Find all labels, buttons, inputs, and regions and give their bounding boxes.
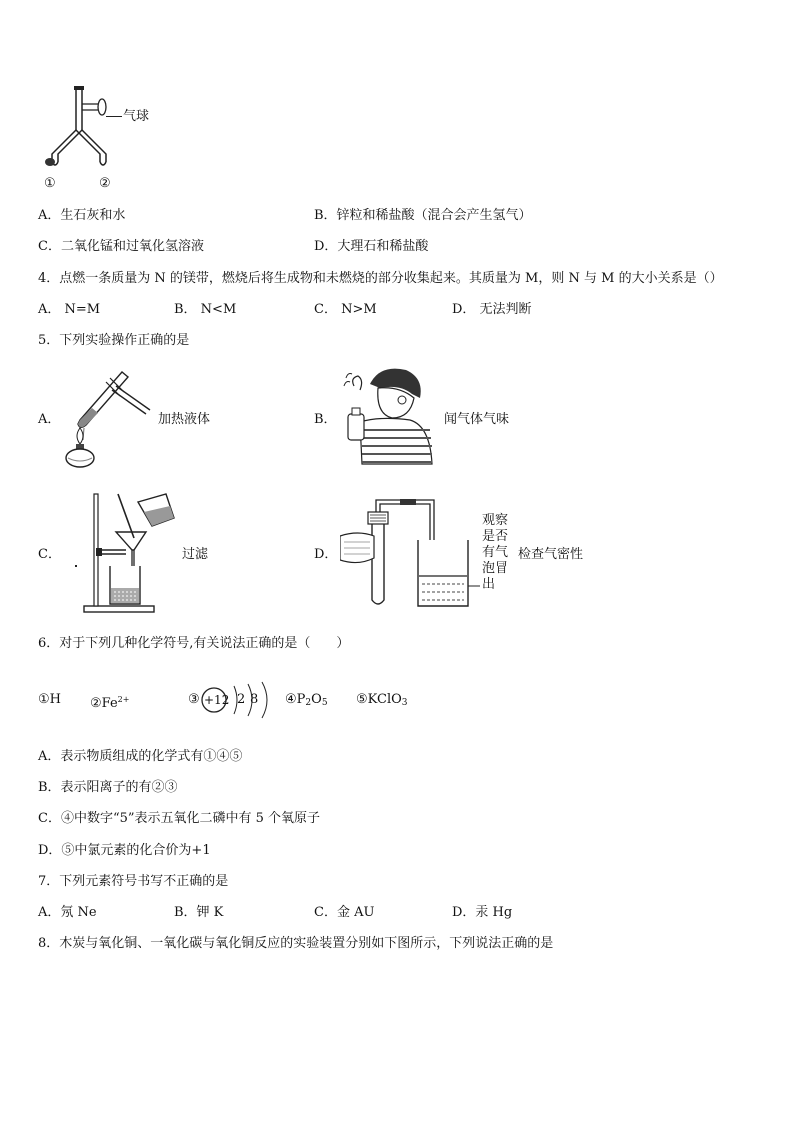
symbol-2	[90, 692, 129, 712]
q8-stem: 8．木炭与氧化铜、一氧化碳与氧化铜反应的实验装置分别如下图所示，下列说法正确的是	[38, 936, 554, 951]
shell-2-electrons: 8	[250, 692, 259, 707]
filtration-figure	[82, 486, 182, 616]
q6-option-d[interactable]: D．⑤中氯元素的化合价为+1	[38, 843, 211, 858]
q4-stem: 4．点燃一条质量为 N 的镁带，燃烧后将生成物和未燃烧的部分收集起来。其质量为 M，则 N 与 M 的大小关系是（）	[38, 271, 723, 286]
airtightness-note	[482, 513, 516, 593]
q5-option-c-letter[interactable]: C．	[38, 547, 61, 562]
q3-option-b[interactable]: B．锌粒和稀盐酸（混合会产生氢气）	[314, 208, 532, 223]
symbol-3-mark: ③	[188, 692, 200, 707]
q5-option-a-label: 加热液体	[158, 412, 211, 427]
heating-liquid-diagram	[62, 362, 158, 472]
q6-option-a[interactable]: A．表示物质组成的化学式有①④⑤	[38, 749, 243, 764]
note-line-1: 观察	[482, 513, 509, 528]
balloon-pointer-line	[106, 116, 122, 117]
q4-option-d[interactable]: D． 无法判断	[452, 302, 532, 317]
stray-dot	[75, 565, 77, 567]
airtightness-figure	[340, 496, 480, 612]
q5-option-c-label: 过滤	[182, 547, 209, 562]
symbol-4-p-sub: 2	[305, 698, 312, 708]
q3-option-d[interactable]: D．大理石和稀盐酸	[314, 239, 429, 254]
q3-option-c[interactable]: C．二氧化锰和过氧化氢溶液	[38, 239, 204, 254]
q7-option-d[interactable]: D．汞 Hg	[452, 905, 513, 920]
smelling-gas-diagram	[340, 364, 440, 466]
q5-option-d-letter[interactable]: D．	[314, 547, 338, 562]
symbol-2-charge: 2+	[117, 695, 130, 704]
q6-option-c[interactable]: C．④中数字“5”表示五氧化二磷中有 5 个氧原子	[38, 811, 321, 826]
note-line-4: 泡冒	[482, 561, 509, 576]
symbol-4-p: ④P	[285, 692, 306, 707]
heating-liquid-figure	[62, 362, 158, 472]
q5-option-b-label: 闻气体气味	[444, 412, 510, 427]
symbol-5-main: ⑤KClO	[356, 692, 402, 707]
shell-1-electrons: 2	[237, 692, 246, 707]
q5-option-b-letter[interactable]: B．	[314, 412, 337, 427]
note-line-2: 是否	[482, 529, 509, 544]
airtightness-diagram	[340, 496, 480, 612]
symbol-4-o: O	[311, 692, 322, 707]
q4-option-b[interactable]: B． N<M	[174, 302, 237, 317]
q7-option-b[interactable]: B．钾 K	[174, 905, 224, 920]
nucleus-charge: +12	[204, 693, 230, 707]
q7-option-c[interactable]: C．金 AU	[314, 905, 375, 920]
symbol-2-main: ②Fe	[90, 696, 118, 711]
symbol-4	[285, 692, 328, 711]
q5-option-d-label: 检查气密性	[518, 547, 584, 562]
symbol-4-o-sub: 5	[321, 698, 328, 708]
q4-option-c[interactable]: C． N>M	[314, 302, 377, 317]
symbol-1: ①H	[38, 692, 61, 707]
q3-option-a[interactable]: A．生石灰和水	[38, 208, 126, 223]
smelling-gas-figure	[340, 364, 440, 466]
symbol-5-sub: 3	[401, 698, 408, 708]
mark-2: ②	[99, 176, 111, 191]
q7-option-a[interactable]: A．氖 Ne	[38, 905, 97, 920]
q4-option-a[interactable]: A． N=M	[38, 302, 101, 317]
symbol-5	[356, 692, 408, 711]
q6-stem: 6．对于下列几种化学符号,有关说法正确的是（ ）	[38, 636, 350, 651]
filtration-diagram	[82, 486, 182, 616]
note-line-5: 出	[482, 577, 496, 592]
q5-stem: 5．下列实验操作正确的是	[38, 333, 190, 348]
q6-option-b[interactable]: B．表示阳离子的有②③	[38, 780, 178, 795]
mark-1: ①	[44, 176, 56, 191]
q5-option-a-letter[interactable]: A．	[38, 412, 61, 427]
q7-stem: 7．下列元素符号书写不正确的是	[38, 874, 229, 889]
balloon-label: 气球	[123, 109, 150, 124]
note-line-3: 有气	[482, 545, 509, 560]
